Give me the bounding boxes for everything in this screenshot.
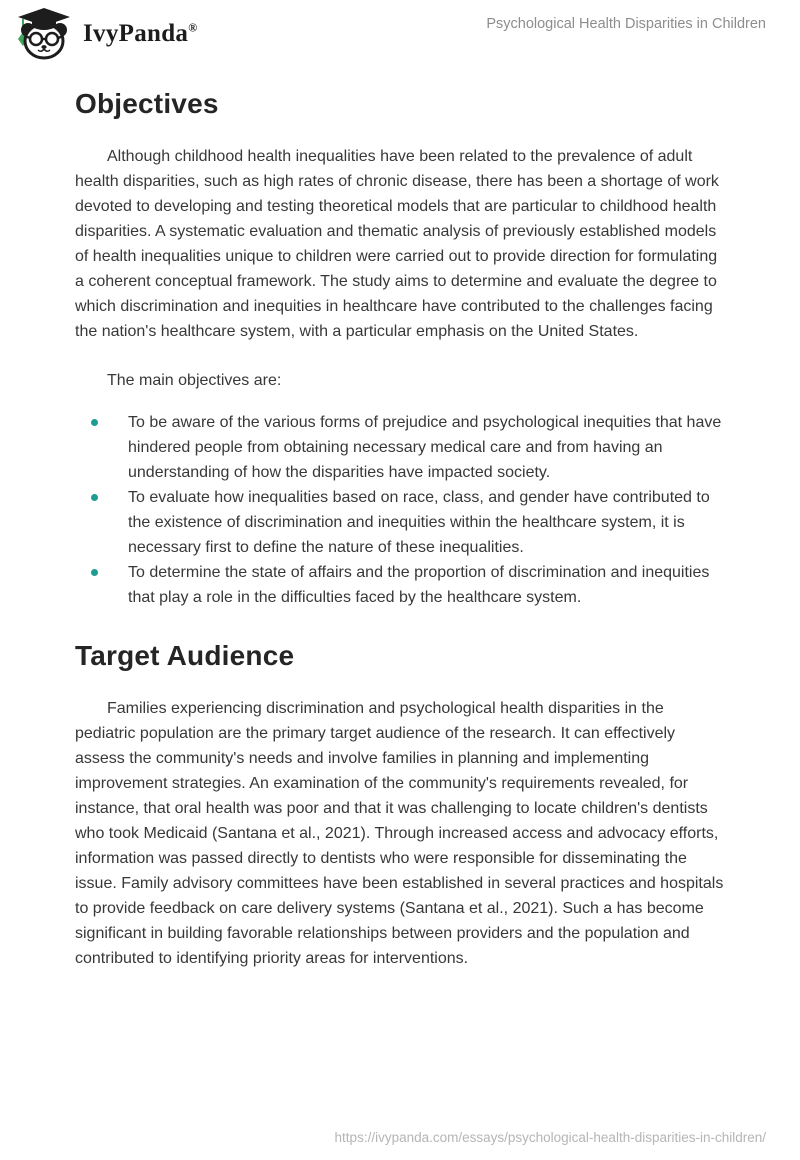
- brand: [14, 8, 197, 60]
- objectives-bullet-item-3: To determine the state of affairs and the proportion of discrimination and inequities that play a role in the difficulties faced by the healthcare system.: [75, 560, 725, 610]
- section-heading-objectives: Objectives: [75, 88, 219, 119]
- brand-name-text: IvyPanda: [83, 20, 189, 47]
- registered-trademark-mark: ®: [188, 20, 198, 35]
- document-title: Psychological Health Disparities in Children: [486, 16, 766, 32]
- ivypanda-panda-logo-icon: [14, 8, 74, 60]
- objectives-bullet-item-2: To evaluate how inequalities based on race, class, and gender have contributed to the existence of discrimination and inequities within the healthcare system, it is necessary first to define the nature of these inequalities.: [75, 485, 725, 560]
- objectives-bullet-item-1: To be aware of the various forms of prejudice and psychological inequities that have hindered people from obtaining necessary medical care and from having an understanding of how the disparities have impacted society.: [75, 410, 725, 485]
- target-audience-paragraph: Families experiencing discrimination and psychological health disparities in the pediatric population are the primary target audience of the research. It can effectively assess the community's needs and involve families in planning and implementing improvement strategies. An examination of the community's requirements revealed, for instance, that oral health was poor and that it was challenging to locate children's dentists who took Medicaid (Santana et al., 2021). Through increased access and advocacy efforts, information was passed directly to dentists who were responsible for disseminating the issue. Family advisory committees have been established in several practices and hospitals to provide feedback on care delivery systems (Santana et al., 2021). Such a has become significant in building favorable relationships between providers and the population and contributed to identifying priority areas for interventions.: [75, 700, 724, 967]
- document-body: [0, 88, 800, 971]
- source-url-link[interactable]: https://ivypanda.com/essays/psychological-health-disparities-in-children/: [334, 1130, 766, 1145]
- brand-name: [83, 20, 197, 48]
- objectives-intro-paragraph: Although childhood health inequalities have been related to the prevalence of adult health disparities, such as high rates of chronic disease, there has been a shortage of work devoted to developing and testing theoretical models that are particular to childhood health disparities. A systematic evaluation and thematic analysis of previously established models of health inequalities unique to children were carried out to provide direction for formulating a coherent conceptual framework. The study aims to determine and evaluate the degree to which discrimination and inequities in healthcare have contributed to the challenges facing the nation's healthcare system, with a particular emphasis on the United States.: [75, 148, 719, 340]
- section-heading-target-audience: Target Audience: [75, 640, 295, 671]
- objectives-bullet-list: [75, 410, 725, 610]
- page-header: [0, 0, 800, 68]
- objectives-lead-in: The main objectives are:: [107, 372, 282, 389]
- page-footer: [335, 1129, 766, 1147]
